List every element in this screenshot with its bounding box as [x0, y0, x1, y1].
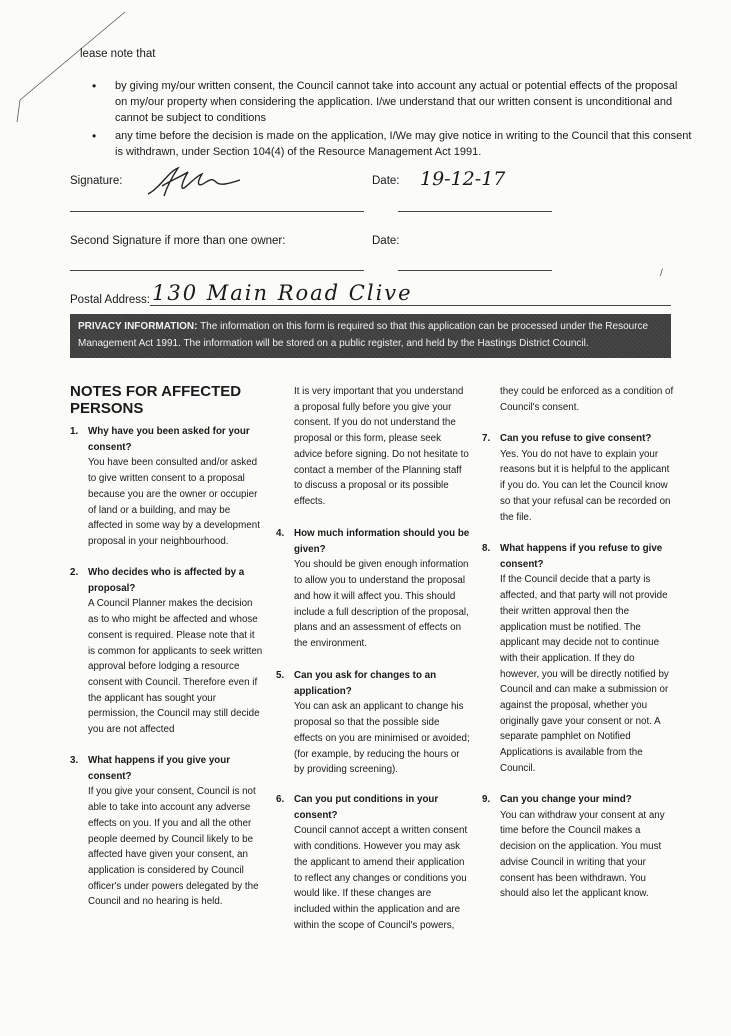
consent-bullet: • any time before the decision is made on the application, I/We may give notice in writing to the Council that this consent is withdrawn, under Section 104(4) of the Resource Management Act 1991.: [92, 128, 692, 160]
note-item: [70, 424, 264, 550]
note-question: Who decides who is affected by a proposal?: [88, 567, 245, 594]
date-label: Date:: [372, 175, 400, 187]
note-item: [70, 565, 264, 738]
privacy-text: The information on this form is required so that this application can be processed under the Resource Management Act 1991. The information will be stored on a public register, and held by the Hastings District Council.: [78, 321, 649, 349]
second-date-label: Date:: [372, 235, 400, 247]
note-answer: If the Council decide that a party is affected, and that party will not provide their written approval then the application must be notified. The applicant may decide not to continue with their application. If they do however, you will be directly notified by Council and can make a submission or against the proposal, whether you originally gave your consent or not. A separate pamphlet on Notified Applications is available from the Council.: [500, 574, 669, 774]
note-answer: You can ask an applicant to change his proposal so that the possible side effects on you are minimised or avoided; (for example, by reducing the hours or by providing screening).: [294, 701, 470, 776]
privacy-information-bar: [70, 314, 671, 358]
consent-bullets: [92, 78, 692, 162]
note-item: [276, 526, 470, 652]
signature-label: Signature:: [70, 175, 123, 187]
handwritten-signature: [140, 158, 250, 203]
note-item: [482, 431, 676, 525]
note-number: 4.: [276, 528, 285, 539]
note-lead: It is very important that you understand a proposal fully before you give your consent. If you do not understand the proposal or this form, please seek advice before signing. Do not hesitate to contact a member of the Planning staff to discuss a proposal or its possible effects.: [294, 386, 469, 507]
note-item: [482, 541, 676, 777]
note-question: How much information should you be given?: [294, 528, 470, 555]
consent-bullet: • by giving my/our written consent, the Council cannot take into account any actual or potential effects of the proposal on my/our property when considering the application. I/we understand that our written consent is unconditional and cannot be subject to conditions: [92, 78, 692, 126]
handwritten-date: 19-12-17: [420, 168, 506, 190]
note-number: 6.: [276, 794, 285, 805]
note-question: Can you ask for changes to an application?: [294, 670, 437, 697]
note-number: 1.: [70, 426, 79, 437]
scan-mark: /: [660, 268, 663, 279]
note-answer: Yes. You do not have to explain your reasons but it is helpful to the applicant if you do. You can let the Council know so that your refusal can be recorded on the file.: [500, 448, 671, 523]
note-item: [276, 668, 470, 778]
notes-title: NOTES FOR AFFECTED PERSONS: [70, 383, 242, 417]
consent-intro: lease note that: [80, 48, 156, 60]
privacy-heading: PRIVACY INFORMATION:: [78, 321, 198, 332]
note-item: [70, 753, 264, 910]
note-number: 8.: [482, 543, 491, 554]
note-answer: Council cannot accept a written consent with conditions. However you may ask the applicant to amend their application to reflect any changes or conditions you would like. If these changes are included within the application and are within the scope of Council's powers,: [294, 825, 468, 931]
note-item: [276, 792, 470, 933]
note-answer: If you give your consent, Council is not able to take into account any adverse effects on you. If you and all the other people deemed by Council likely to be affected have given your consent, an application is considered by Council officer's under powers delegated by the Council and no hearing is held.: [88, 786, 259, 908]
note-lead: they could be enforced as a condition of Council's consent.: [500, 386, 674, 413]
note-item: [482, 792, 676, 902]
note-answer: You have been consulted and/or asked to give written consent to a proposal because you are the owner or occupier of land or a building, and may be affected in some way by a development proposal in your neighbourhood.: [88, 457, 260, 547]
note-number: 9.: [482, 794, 491, 805]
note-question: Why have you been asked for your consent?: [88, 426, 250, 453]
note-answer: You can withdraw your consent at any time before the Council makes a decision on the application. You must advise Council in writing that your consent has been withdrawn. You should also let the applicant know.: [500, 809, 665, 900]
note-question: What happens if you refuse to give consent?: [500, 543, 663, 570]
note-answer: A Council Planner makes the decision as to who might be affected and whose consent is required. Please note that it is common for applicants to seek written approval before lodging a resource consent with Council. Therefore even if the applicant has sought your permission, the Council may still decide you are not affected: [88, 598, 263, 736]
note-question: Can you change your mind?: [500, 794, 632, 805]
note-question: Can you refuse to give consent?: [500, 433, 652, 444]
note-number: 3.: [70, 755, 79, 766]
note-question: Can you put conditions in your consent?: [294, 794, 439, 821]
note-answer: You should be given enough information to allow you to understand the proposal and how it will affect you. This should include a full description of the proposal, plans and an assessment of effects on the environment.: [294, 559, 469, 649]
note-question: What happens if you give your consent?: [88, 755, 231, 782]
postal-address-label: Postal Address:: [70, 294, 150, 306]
handwritten-postal-address: 130 Main Road Clive: [152, 281, 413, 305]
note-number: 2.: [70, 567, 79, 578]
note-number: 7.: [482, 433, 491, 444]
note-number: 5.: [276, 670, 285, 681]
second-signature-label: Second Signature if more than one owner:: [70, 235, 286, 247]
